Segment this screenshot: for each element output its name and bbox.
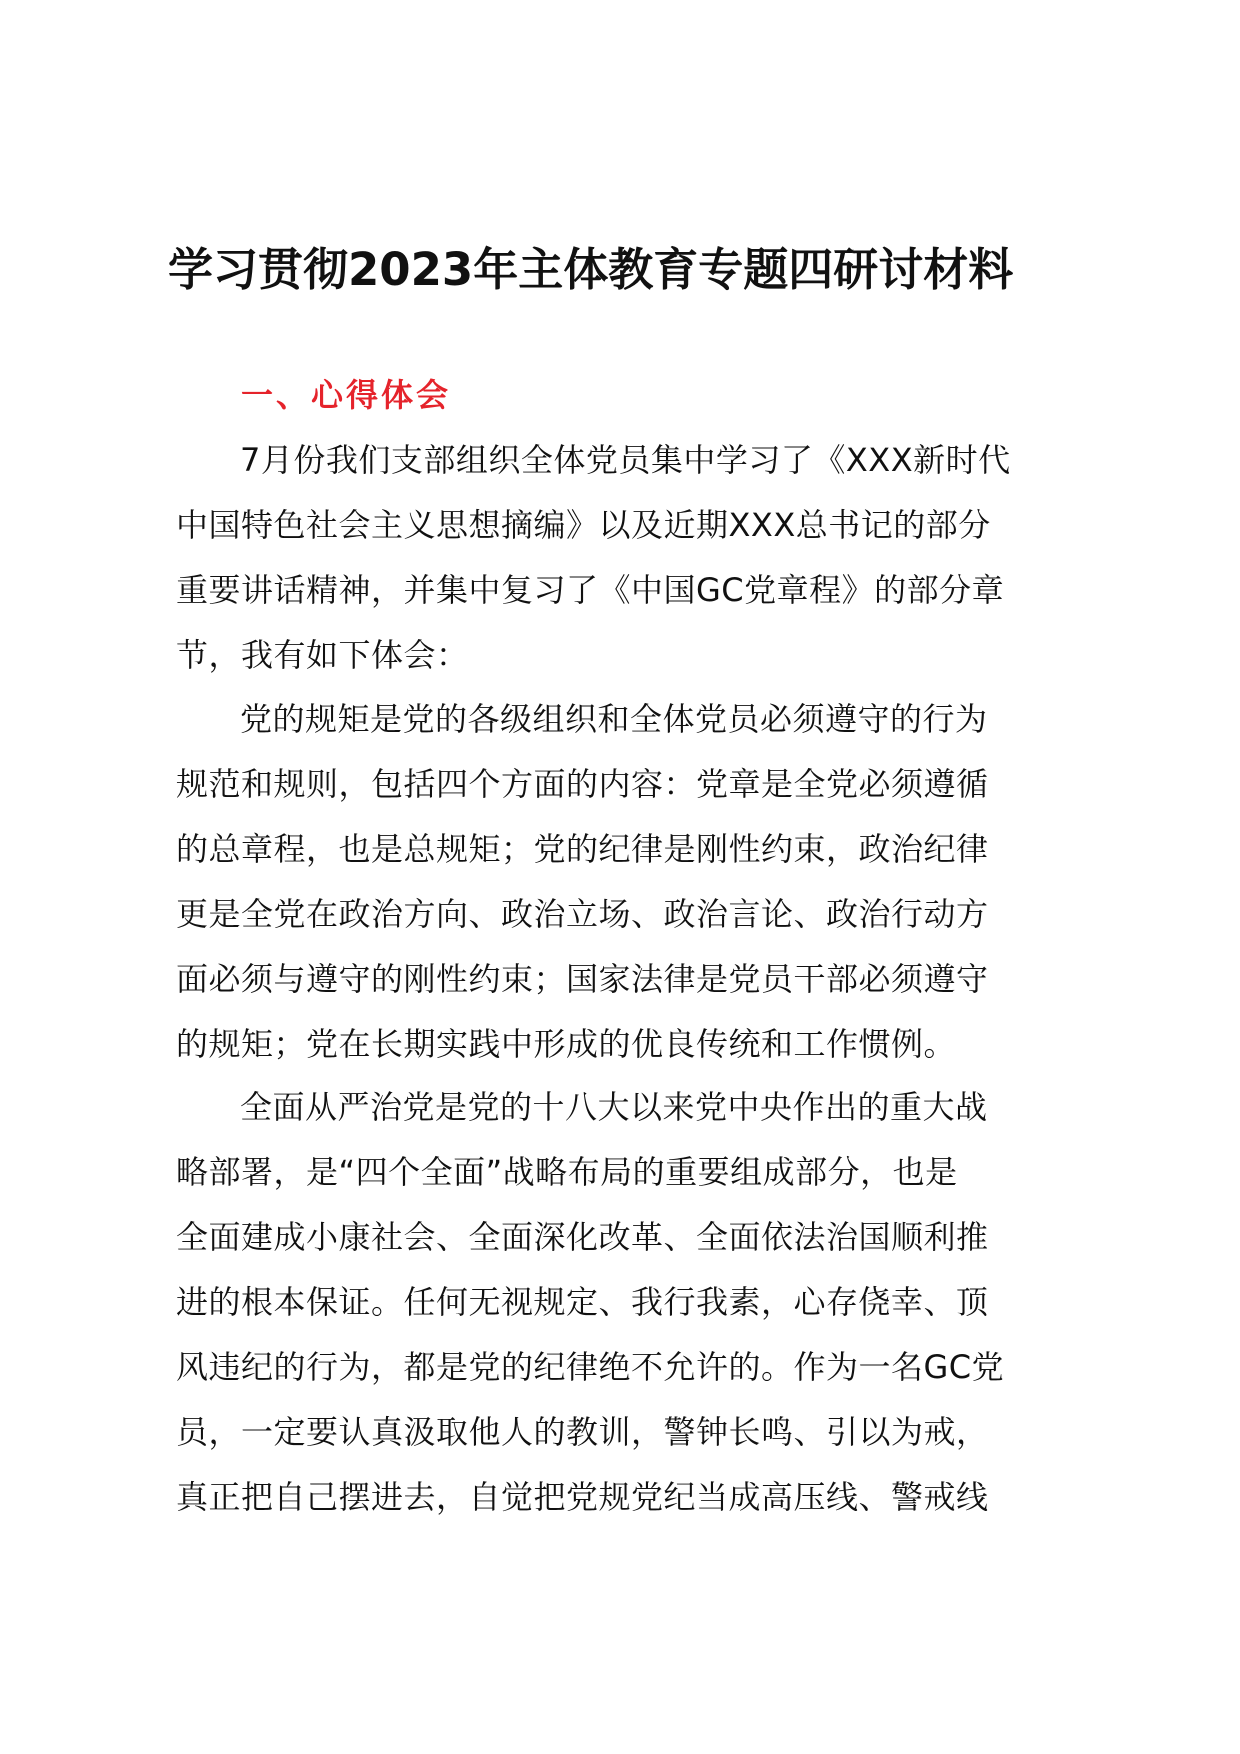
document-title: 学习贯彻2023年主体教育专题四研讨材料 <box>168 243 1014 296</box>
paragraph-line: 7月份我们支部组织全体党员集中学习了《XXX新时代 <box>240 441 1011 479</box>
paragraph-line: 重要讲话精神，并集中复习了《中国GC党章程》的部分章 <box>176 571 1005 609</box>
paragraph-line: 的总章程，也是总规矩；党的纪律是刚性约束，政治纪律 <box>176 830 989 868</box>
paragraph-line: 的规矩；党在长期实践中形成的优良传统和工作惯例。 <box>176 1025 957 1063</box>
paragraph-line: 员，一定要认真汲取他人的教训，警钟长鸣、引以为戒， <box>176 1413 989 1451</box>
paragraph-line: 进的根本保证。任何无视规定、我行我素，心存侥幸、顶 <box>176 1283 989 1321</box>
section-heading: 一、心得体会 <box>241 376 452 414</box>
paragraph-line: 风违纪的行为，都是党的纪律绝不允许的。作为一名GC党 <box>176 1348 1005 1386</box>
paragraph-line: 全面从严治党是党的十八大以来党中央作出的重大战 <box>240 1088 988 1126</box>
paragraph-3 <box>176 1075 1096 1530</box>
paragraph-line: 更是全党在政治方向、政治立场、政治言论、政治行动方 <box>176 895 989 933</box>
paragraph-line: 节，我有如下体会： <box>176 636 469 674</box>
paragraph-line: 略部署，是“四个全面”战略布局的重要组成部分，也是 <box>176 1153 958 1191</box>
paragraph-1 <box>176 428 1096 688</box>
paragraph-line: 真正把自己摆进去，自觉把党规党纪当成高压线、警戒线 <box>176 1478 989 1516</box>
paragraph-line: 规范和规则，包括四个方面的内容：党章是全党必须遵循 <box>176 765 989 803</box>
paragraph-line: 中国特色社会主义思想摘编》以及近期XXX总书记的部分 <box>176 506 991 544</box>
paragraph-line: 面必须与遵守的刚性约束；国家法律是党员干部必须遵守 <box>176 960 989 998</box>
paragraph-2 <box>176 687 1096 1077</box>
paragraph-line: 全面建成小康社会、全面深化改革、全面依法治国顺利推 <box>176 1218 989 1256</box>
paragraph-line: 党的规矩是党的各级组织和全体党员必须遵守的行为 <box>240 700 988 738</box>
